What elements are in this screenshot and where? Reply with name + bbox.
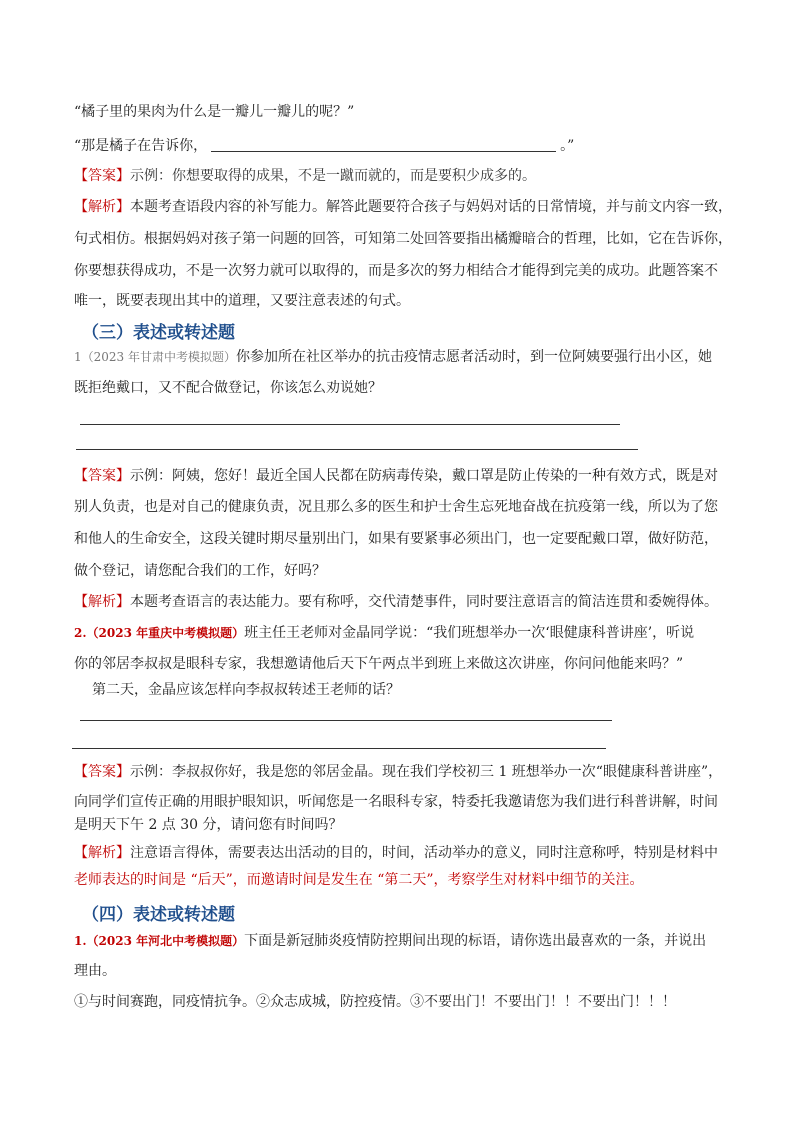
analysis-1-line-3: 你要想获得成功，不是一次努力就可以取得的，而是多次的努力相结合才能得到完美的成功。此题答案不: [74, 263, 718, 279]
question-number: 1（2023 年甘肃中考模拟题）: [74, 350, 236, 364]
answer-blank[interactable]: [211, 137, 556, 152]
dialogue-line-2-start: “那是橘子在告诉你，: [74, 138, 208, 154]
answer-text: 示例：李叔叔你好，我是您的邻居金晶。现在我们学校初三 1 班想举办一次“眼健康科普讲座”，: [130, 764, 723, 780]
answer-3-1-line-4: 做个登记，请您配合我们的工作，好吗？: [74, 563, 326, 579]
answer-tag: 【答案】: [74, 168, 130, 184]
analysis-tag: 【解析】: [74, 594, 130, 610]
question-number: 1.（2023 年河北中考模拟题）: [74, 934, 245, 948]
question-3-1-line-2: 既拒绝戴口，又不配合做登记，你该怎么劝说她？: [74, 380, 382, 396]
analysis-text: 本题考查语段内容的补写能力。解答此题要符合孩子与妈妈对话的日常情境，并与前文内容一致，: [130, 199, 732, 215]
answer-text: 示例：你想要取得的成果，不是一蹴而就的，而是要积少成多的。: [130, 168, 536, 184]
question-4-1-line-3: ①与时间赛跑，同疫情抗争。②众志成城，防控疫情。③不要出门！不要出门！！不要出门！！！: [74, 994, 676, 1010]
analysis-1-line-2: 句式相仿。根据妈妈对孩子第一问题的回答，可知第二处回答要指出橘瓣暗合的哲理，比如，它在告诉你，: [74, 231, 732, 247]
answer-line[interactable]: [76, 449, 638, 450]
question-number: 2.（2023 年重庆中考模拟题）: [74, 626, 245, 640]
analysis-3-1: [74, 592, 724, 612]
question-3-2-line-1: [74, 623, 724, 643]
answer-3-1-line-1: [74, 466, 724, 486]
question-4-1-line-1: [74, 931, 724, 951]
analysis-3-2-line-1: [74, 843, 724, 863]
dialogue-line-2-end: 。”: [560, 138, 575, 154]
question-text: 下面是新冠肺炎疫情防控期间出现的标语，请你选出最喜欢的一条，并说出: [244, 933, 707, 949]
question-text: 你参加所在社区举办的抗击疫情志愿者活动时，到一位阿姨要强行出小区，她: [236, 349, 712, 365]
question-3-1-line-1: [74, 347, 724, 367]
question-3-2-line-2: 你的邻居李叔叔是眼科专家，我想邀请他后天下午两点半到班上来做这次讲座，你问问他能来吗？”: [74, 656, 684, 672]
section-3-title: （三）表述或转述题: [82, 323, 235, 343]
answer-3-2-line-3: 是明天下午 2 点 30 分，请问您有时间吗？: [74, 817, 343, 833]
analysis-1-line-4: 唯一，既要表现出其中的道理，又要注意表述的句式。: [74, 293, 410, 309]
section-4-title: （四）表述或转述题: [82, 905, 235, 925]
question-4-1-line-2: 理由。: [74, 963, 116, 979]
analysis-tag: 【解析】: [74, 199, 130, 215]
answer-3-1-line-3: 和他人的生命安全，这段关键时期尽量别出门，如果有要紧事必须出门，也一定要配戴口罩，做好防范，: [74, 531, 718, 547]
answer-line[interactable]: [80, 424, 620, 425]
answer-line[interactable]: [80, 720, 612, 721]
analysis-text: 注意语言得体，需要表达出活动的目的，时间，活动举办的意义，同时注意称呼，特别是材料中: [130, 845, 718, 861]
answer-tag: 【答案】: [74, 764, 130, 780]
question-3-2-line-3: 第二天，金晶应该怎样向李叔叔转述王老师的话？: [92, 682, 400, 698]
question-text: 班主任王老师对金晶同学说：“我们班想举办一次‘眼健康科普讲座’，听说: [244, 625, 695, 641]
answer-1: [74, 166, 724, 186]
answer-3-2-line-1: [74, 762, 724, 782]
dialogue-line-1: “橘子里的果肉为什么是一瓣儿一瓣儿的呢？”: [74, 104, 355, 120]
answer-3-2-line-2: 向同学们宣传正确的用眼护眼知识，听闻您是一名眼科专家，特委托我邀请您为我们进行科普讲解，时间: [74, 794, 718, 810]
analysis-1-line-1: [74, 197, 732, 217]
answer-tag: 【答案】: [74, 468, 130, 484]
dialogue-line-2: [74, 136, 724, 156]
analysis-tag: 【解析】: [74, 845, 130, 861]
answer-text: 示例：阿姨，您好！最近全国人民都在防病毒传染，戴口罩是防止传染的一种有效方式，既是对: [130, 468, 718, 484]
answer-line[interactable]: [72, 748, 606, 749]
analysis-text: 本题考查语言的表达能力。要有称呼，交代清楚事件，同时要注意语言的简洁连贯和委婉得体。: [130, 594, 718, 610]
analysis-3-2-line-2: 老师表达的时间是 “后天”，而邀请时间是发生在 “第二天”，考察学生对材料中细节的关注。: [74, 872, 644, 888]
answer-3-1-line-2: 别人负责，也是对自己的健康负责，况且那么多的医生和护士舍生忘死地奋战在抗疫第一线，所以为了您: [74, 499, 718, 515]
